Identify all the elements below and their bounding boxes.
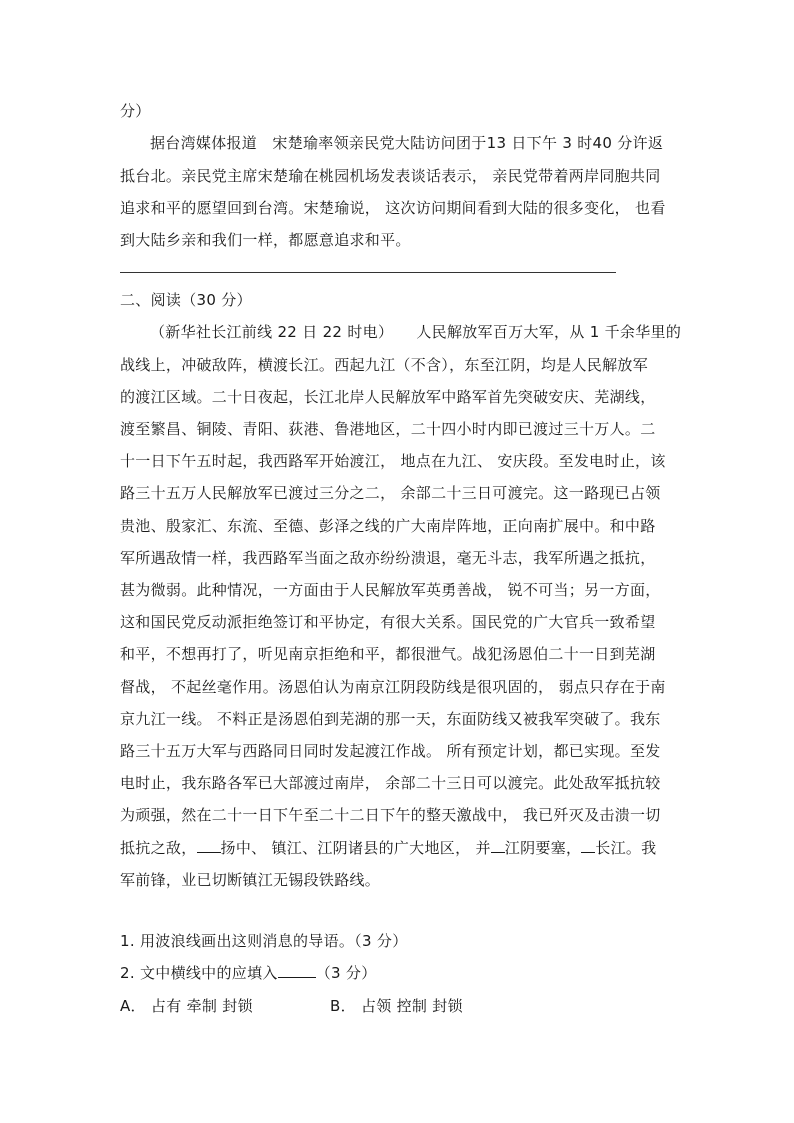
text-line: 贵池、殷家汇、东流、至德、彭泽之线的广大南岸阵地，正向南扩展中。和中路 xyxy=(120,517,656,535)
fill-blank-2[interactable] xyxy=(491,838,505,853)
text-line: （新华社长江前线 22 日 22 时电） 人民解放军百万大军，从 1 千余华里的 xyxy=(150,323,682,341)
question-2 xyxy=(120,963,377,983)
text-line: 这和国民党反动派拒绝签订和平协定，有很大关系。国民党的广大官兵一致希望 xyxy=(120,613,656,631)
answer-blank[interactable] xyxy=(278,963,316,978)
text-segment: 长江。我 xyxy=(595,839,657,857)
fill-blank-1[interactable] xyxy=(197,838,221,853)
text-line: 追求和平的愿望回到台湾。宋楚瑜说， 这次访问期间看到大陆的很多变化， 也看 xyxy=(120,199,666,217)
text-line: 京九江一线。 不料正是汤恩伯到芜湖的那一天，东面防线又被我军突破了。我东 xyxy=(120,710,661,728)
text-line: 和平，不想再打了，听见南京拒绝和平，都很泄气。战犯汤恩伯二十一日到芜湖 xyxy=(120,645,656,663)
text-segment: 抵抗之敌， xyxy=(120,839,197,857)
text-line: 路三十五万大军与西路同日同时发起渡江作战。 所有预定计划，都已实现。至发 xyxy=(120,742,661,760)
text-line: 为顽强，然在二十一日下午至二十二日下午的整天激战中， 我已歼灭及击溃一切 xyxy=(120,806,661,824)
text-line: 路三十五万人民解放军已渡过三分之二， 余部二十三日可渡完。这一路现已占领 xyxy=(120,484,661,502)
section-heading: 二、阅读（30 分） xyxy=(120,291,252,309)
text-segment: 扬中、 镇江、江阴诸县的广大地区， 并 xyxy=(220,839,491,857)
text-line: 到大陆乡亲和我们一样，都愿意追求和平。 xyxy=(120,231,411,249)
text-line: 渡至繁昌、铜陵、青阳、荻港、鲁港地区，二十四小时内即已渡过三十万人。二 xyxy=(120,420,656,438)
text-line: 电时止，我东路各军已大部渡过南岸， 余部二十三日可以渡完。此处敌军抵抗较 xyxy=(120,774,661,792)
question-text: 2. 文中横线中的应填入 xyxy=(120,964,278,982)
text-line: 据台湾媒体报道 宋楚瑜率领亲民党大陆访问团于13 日下午 3 时40 分许返 xyxy=(150,134,664,152)
option-b: B． 占领 控制 封锁 xyxy=(330,997,463,1015)
text-line-with-blanks xyxy=(120,838,656,858)
answer-underline xyxy=(120,272,616,273)
text-line: 抵台北。亲民党主席宋楚瑜在桃园机场发表谈话表示， 亲民党带着两岸同胞共同 xyxy=(120,167,661,185)
fill-blank-3[interactable] xyxy=(581,838,595,853)
text-line: 军所遇敌情一样，我西路军当面之敌亦纷纷溃退，毫无斗志，我军所遇之抵抗， xyxy=(120,549,656,567)
text-line: 十一日下午五时起，我西路军开始渡江， 地点在九江、 安庆段。至发电时止，该 xyxy=(120,452,666,470)
text-line: 的渡江区域。二十日夜起，长江北岸人民解放军中路军首先突破安庆、芜湖线， xyxy=(120,388,656,406)
text-segment: 江阴要塞， xyxy=(504,839,582,857)
text-line: 分） xyxy=(120,102,151,120)
text-line: 军前锋，业已切断镇江无锡段铁路线。 xyxy=(120,871,381,889)
question-points: （3 分） xyxy=(315,964,377,982)
text-line: 战线上，冲破敌阵，横渡长江。西起九江（不含），东至江阴，均是人民解放军 xyxy=(120,356,649,374)
text-line: 甚为微弱。此种情况，一方面由于人民解放军英勇善战， 锐不可当；另一方面， xyxy=(120,581,661,599)
text-line: 督战， 不起丝毫作用。汤恩伯认为南京江阴段防线是很巩固的， 弱点只存在于南 xyxy=(120,678,666,696)
question-1: 1. 用波浪线画出这则消息的导语。（3 分） xyxy=(120,932,408,950)
option-a: A． 占有 牵制 封锁 xyxy=(120,997,253,1015)
